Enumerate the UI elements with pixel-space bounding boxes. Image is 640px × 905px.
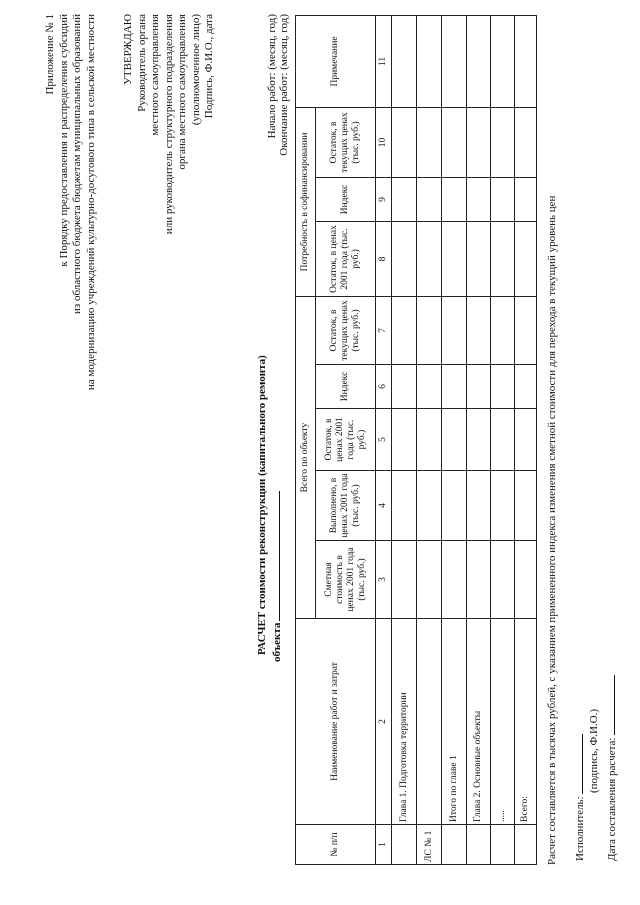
table-row <box>491 15 515 864</box>
object-label: объекта <box>271 622 283 662</box>
row-num <box>515 825 537 865</box>
row-num: ЛС № 1 <box>417 825 442 865</box>
work-dates <box>266 14 290 156</box>
approval-block <box>122 14 217 374</box>
row-name: Глава 1. Подготовка территории <box>392 619 417 825</box>
row-num <box>392 825 417 865</box>
date-line <box>604 675 618 861</box>
header-index: Индекс <box>316 365 376 409</box>
row-num <box>467 825 491 865</box>
approval-line: Подпись, Ф.И.О., дата <box>203 14 215 119</box>
approval-line: (уполномоченное лицо) <box>189 14 202 126</box>
signature-hint: (подпись, Ф.И.О.) <box>588 709 600 793</box>
executor-label: Исполнитель: <box>574 796 586 861</box>
header-need: Потребность в софинансировании <box>296 107 316 296</box>
appendix-line: к Порядку предоставления и распределения субсидий <box>57 14 70 267</box>
document-title: РАСЧЕТ стоимости реконструкции (капитального ремонта) <box>256 355 268 655</box>
header-note: Примечание <box>296 15 376 107</box>
start-date-label: Начало работ: (месяц, год) <box>266 14 278 139</box>
col-number: 8 <box>376 221 392 296</box>
header-total: Всего по объекту <box>296 296 316 618</box>
column-number-row <box>376 15 392 864</box>
header-done: Выполнено, в ценах 2001 года (тыс. руб.) <box>316 471 376 541</box>
col-number: 4 <box>376 471 392 541</box>
calculation-table <box>295 15 537 865</box>
header-need-index: Индекс <box>316 177 376 221</box>
object-line <box>269 491 283 662</box>
col-number: 10 <box>376 107 392 177</box>
approval-line: органа местного самоуправления <box>176 14 188 170</box>
appendix-line: из областного бюджета бюджетам муниципальных образований <box>71 14 83 314</box>
end-date-label: Окончание работ: (месяц, год) <box>278 14 290 156</box>
date-label: Дата составления расчета: <box>606 737 618 861</box>
col-number: 11 <box>376 15 392 107</box>
table-row <box>442 15 467 864</box>
footnote: Расчет составляется в тысячах рублей, с указанием примененного индекса изменения сметной стоимости для перехода в текущий уровень цен <box>546 195 558 865</box>
header-name: Наименование работ и затрат <box>296 619 376 825</box>
appendix-line: на модернизацию учреждений культурно-досугового типа в сельской местности <box>84 14 97 391</box>
row-name: Глава 2. Основные объекты <box>467 619 491 825</box>
date-blank-line <box>604 675 615 735</box>
col-number: 7 <box>376 296 392 364</box>
row-num <box>442 825 467 865</box>
col-number: 3 <box>376 541 392 619</box>
approval-line: или руководитель структурного подразделения <box>162 14 175 235</box>
header-num: № п/п <box>296 825 376 865</box>
col-number: 2 <box>376 619 392 825</box>
approval-line: местного самоуправления <box>149 14 161 136</box>
executor-blank-line <box>572 734 583 794</box>
approval-line: УТВЕРЖДАЮ <box>122 14 134 85</box>
executor-line <box>572 734 586 861</box>
row-name: ..... <box>491 619 515 825</box>
header-estimate: Сметная стоимость в ценах 2001 года (тыс. руб.) <box>316 541 376 619</box>
row-name: Всего: <box>515 619 537 825</box>
row-num <box>491 825 515 865</box>
approval-line: Руководитель органа <box>135 14 148 112</box>
col-number: 5 <box>376 409 392 471</box>
table-row <box>417 15 442 864</box>
row-name: Итого по главе 1 <box>442 619 467 825</box>
header-need-rest-2001: Остаток, в ценах 2001 года (тыс. руб.) <box>316 221 376 296</box>
table-row <box>467 15 491 864</box>
table-row <box>392 15 417 864</box>
col-number: 6 <box>376 365 392 409</box>
header-rest-2001: Остаток, в ценах 2001 года (тыс. руб.) <box>316 409 376 471</box>
col-number: 9 <box>376 177 392 221</box>
table-row <box>515 15 537 864</box>
object-blank-line <box>269 491 280 621</box>
header-row <box>296 15 316 864</box>
header-need-rest-current: Остаток, в текущих ценах (тыс. руб.) <box>316 107 376 177</box>
appendix-line: Приложение № 1 <box>44 14 56 95</box>
appendix-header <box>44 14 98 434</box>
row-name <box>417 619 442 825</box>
header-rest-current: Остаток, в текущих ценах (тыс. руб.) <box>316 296 376 364</box>
col-number: 1 <box>376 825 392 865</box>
